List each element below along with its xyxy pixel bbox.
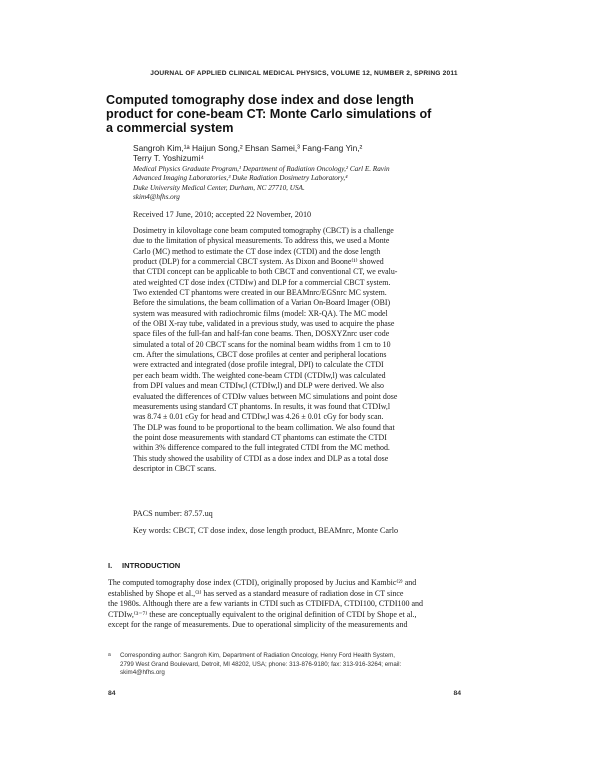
abstract-line: within 3% difference compared to the full integrated CTDI from the MC method. bbox=[133, 443, 390, 453]
abstract-line: from DPI values and mean CTDIw,l (CTDIw,l) and DLP were derived. We also bbox=[133, 381, 384, 391]
abstract-line: was 8.74 ± 0.01 cGy for head and CTDIw,l was 4.26 ± 0.01 cGy for body scan. bbox=[133, 412, 384, 422]
article-title: Computed tomography dose index and dose length product for cone-beam CT: Monte Carlo simulations of a commercial system bbox=[106, 93, 432, 135]
abstract-line: measurements using standard CT phantoms. In results, it was found that CTDIw,l bbox=[133, 401, 391, 411]
intro-line: the 1980s. Although there are a few variants in CTDI such as CTDIFDA, CTDI100, CTDI100 and bbox=[108, 599, 424, 609]
abstract-line: evaluated the differences of CTDIw values between MC simulations and point dose bbox=[133, 391, 398, 401]
affiliation-line: Medical Physics Graduate Program,¹ Department of Radiation Oncology,² Carl E. Ravin bbox=[133, 165, 390, 173]
footnote-line: 2799 West Grand Boulevard, Detroit, MI 48202, USA; phone: 313-876-9180; fax: 313-916-3264; email: bbox=[120, 660, 402, 668]
section-number: I. bbox=[108, 561, 113, 570]
corresponding-author-footnote bbox=[108, 652, 461, 678]
footnote-email: skim4@hfhs.org bbox=[120, 669, 165, 677]
abstract-line: per each beam width. The weighted cone-beam CTDI (CTDIw,l) was calculated bbox=[133, 370, 386, 380]
abstract-line: Dosimetry in kilovoltage cone beam computed tomography (CBCT) is a challenge bbox=[133, 226, 394, 235]
abstract-line: The DLP was found to be proportional to the beam collimation. We also found that bbox=[133, 422, 395, 432]
pacs-number: PACS number: 87.57.uq bbox=[133, 509, 213, 518]
abstract-line: Two extended CT phantoms were created in our BEAMnrc/EGSnrc MC system. bbox=[133, 288, 387, 298]
author-list bbox=[133, 143, 433, 163]
abstract-line: of the OBI X-ray tube, validated in a previous study, was used to acquire the phase bbox=[133, 319, 395, 329]
intro-line: except for the range of measurements. Due to operational simplicity of the measurements and bbox=[108, 620, 408, 630]
affiliations bbox=[133, 165, 463, 202]
affiliation-line: Advanced Imaging Laboratories,³ Duke Radiation Dosimetry Laboratory,⁴ bbox=[133, 174, 348, 183]
keywords: Key words: CBCT, CT dose index, dose length product, BEAMnrc, Monte Carlo bbox=[133, 526, 399, 535]
abstract-line: space files of the full-fan and half-fan cone beams. Then, DOSXYZnrc user code bbox=[133, 329, 390, 339]
abstract-line: that CTDI concept can be applicable to both CBCT and conventional CT, we evalu- bbox=[133, 267, 398, 277]
abstract-line: descriptor in CBCT scans. bbox=[133, 463, 217, 473]
section-heading bbox=[108, 561, 408, 570]
intro-line: CTDIw,⁽³⁻⁷⁾ these are conceptually equivalent to the original definition of CTDI by Shope et al., bbox=[108, 609, 417, 619]
abstract-line: system was measured with radiochromic films (model: XR-QA). The MC model bbox=[133, 308, 388, 318]
footnote-mark: a bbox=[108, 652, 111, 658]
abstract-line: This study showed the usability of CTDI as a dose index and DLP as a total dose bbox=[133, 453, 389, 463]
abstract-line: were extracted and integrated (dose profile integral, DPI) to calculate the CTDI bbox=[133, 360, 384, 370]
footnote-line: Corresponding author: Sangroh Kim, Department of Radiation Oncology, Henry Ford Health System, bbox=[120, 652, 396, 659]
author-email: skim4@hfhs.org bbox=[133, 192, 180, 201]
affiliation-line: Duke University Medical Center, Durham, NC 27710, USA. bbox=[133, 183, 305, 192]
author-line: Sangroh Kim,¹ᵃ Haijun Song,² Ehsan Samei,³ Fang-Fang Yin,² bbox=[133, 143, 363, 153]
page-number-left: 84 bbox=[108, 690, 116, 697]
intro-line: The computed tomography dose index (CTDI), originally proposed by Jucius and Kambic⁽²⁾ and bbox=[108, 578, 417, 587]
received-dates: Received 17 June, 2010; accepted 22 November, 2010 bbox=[133, 210, 312, 219]
abstract-line: the point dose measurements with standard CT phantoms can estimate the CTDI bbox=[133, 432, 387, 442]
section-title: INTRODUCTION bbox=[122, 561, 181, 570]
abstract-line: due to the limitation of physical measurements. To address this, we used a Monte bbox=[133, 236, 390, 246]
abstract bbox=[133, 226, 455, 474]
author-line: Terry T. Yoshizumi⁴ bbox=[133, 153, 204, 163]
abstract-line: ated weighted CT dose index (CTDIw) and DLP for a commercial CBCT system. bbox=[133, 277, 391, 287]
abstract-line: simulated a total of 20 CBCT scans for the nominal beam widths from 1 cm to 10 bbox=[133, 339, 391, 349]
page-number-right: 84 bbox=[453, 690, 461, 697]
intro-line: established by Shope et al.,⁽³⁾ has served as a standard measure of radiation dose in CT since bbox=[108, 588, 404, 598]
abstract-line: Carlo (MC) method to estimate the CT dose index (CTDI) and the dose length bbox=[133, 246, 381, 256]
abstract-line: Before the simulations, the beam collimation of a Varian On-Board Imager (OBI) bbox=[133, 298, 391, 308]
introduction-text bbox=[108, 578, 461, 631]
abstract-line: cm. After the simulations, CBCT dose profiles at center and peripheral locations bbox=[133, 350, 387, 360]
abstract-line: product (DLP) for a commercial CBCT system. As Dixon and Boone⁽¹⁾ showed bbox=[133, 257, 384, 267]
journal-header: JOURNAL OF APPLIED CLINICAL MEDICAL PHYSICS, VOLUME 12, NUMBER 2, SPRING 2011 bbox=[150, 70, 458, 77]
